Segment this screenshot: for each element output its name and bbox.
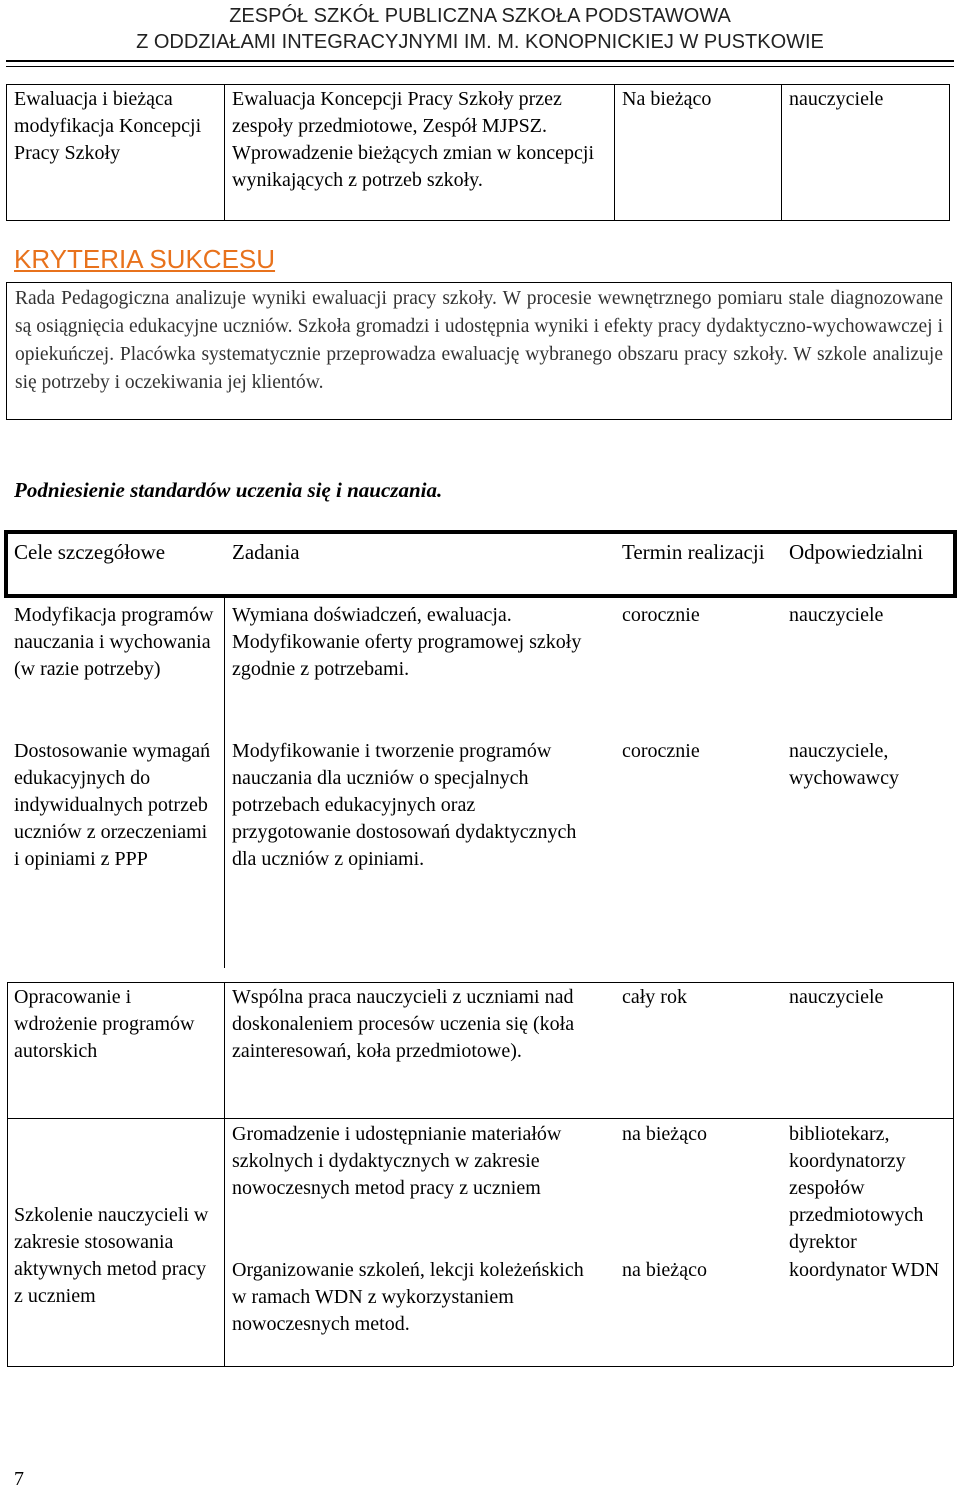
top-row-term: Na bieżąco	[622, 88, 712, 110]
row-divider	[7, 1118, 953, 1119]
section-title: Podniesienie standardów uczenia się i nauczania.	[14, 478, 443, 502]
table-row-3-term: cały rok	[622, 986, 687, 1008]
th-termin: Termin realizacji	[622, 540, 765, 564]
table-row-4-task-b: Organizowanie szkoleń, lekcji koleżeńskich w ramach WDN z wykorzystaniem nowoczesnych metod.	[232, 1259, 584, 1335]
top-row-goal: Ewaluacja i bieżąca modyfikacja Koncepcji Pracy Szkoły	[14, 88, 202, 164]
th-odpowiedzialni: Odpowiedzialni	[789, 540, 924, 564]
table-row-2-goal: Dostosowanie wymagań edukacyjnych do indywidualnych potrzeb uczniów z orzeczeniami i opiniami z PPP	[14, 740, 211, 870]
table-row-4-goal: Szkolenie nauczycieli w zakresie stosowania aktywnych metod pracy z uczniem	[14, 1204, 209, 1307]
table-row-4-term-a: na bieżąco	[622, 1123, 707, 1145]
table-row-4-task-a: Gromadzenie i udostępnianie materiałów szkolnych i dydaktycznych w zakresie nowoczesnych metod pracy z uczniem	[232, 1123, 562, 1199]
kryteria-title: KRYTERIA SUKCESU	[14, 244, 276, 274]
header-line-1: ZESPÓŁ SZKÓŁ PUBLICZNA SZKOŁA PODSTAWOWA	[229, 5, 731, 27]
top-row-task: Ewaluacja Koncepcji Pracy Szkoły przez zespoły przedmiotowe, Zespół MJPSZ. Wprowadzenie bieżących zmian w koncepcji wynikających z potrzeb szkoły.	[232, 88, 595, 191]
table-row-1-term: corocznie	[622, 604, 700, 626]
table-row-3-goal: Opracowanie i wdrożenie programów autorskich	[14, 986, 195, 1062]
table-row-2-term: corocznie	[622, 740, 700, 762]
table-right-edge	[953, 982, 954, 1366]
table-row-4-responsible-b: koordynator WDN	[789, 1259, 940, 1281]
top-row-responsible: nauczyciele	[789, 88, 884, 110]
header-rule	[6, 60, 954, 62]
header-rule-thin	[6, 66, 954, 67]
page-number: 7	[14, 1468, 24, 1490]
table-row-1-goal: Modyfikacja programów nauczania i wychowania (w razie potrzeby)	[14, 604, 214, 680]
table-row-4-term-b: na bieżąco	[622, 1259, 707, 1281]
table-row-2-responsible: nauczyciele, wychowawcy	[789, 740, 899, 789]
th-cele: Cele szczegółowe	[14, 540, 166, 564]
kryteria-text: Rada Pedagogiczna analizuje wyniki ewaluacji pracy szkoły. W procesie wewnętrznego pomiaru stale diagnozowane są osiągnięcia edukacyjne uczniów. Szkoła gromadzi i udostępnia wyniki i efekty pracy dydaktyczno-wychowawczej i opiekuńczej. Placówka systematycznie przeprowadza ewaluację wybranego obszaru pracy szkoły. W szkole analizuje się potrzeby i oczekiwania jej klientów.	[6, 282, 952, 420]
table-bottom-edge	[7, 1366, 953, 1367]
table-row-3-responsible: nauczyciele	[789, 986, 884, 1008]
th-zadania: Zadania	[232, 540, 300, 564]
row-divider	[7, 982, 953, 983]
table-row-1-responsible: nauczyciele	[789, 604, 884, 626]
table-row-2-task: Modyfikowanie i tworzenie programów nauczania dla uczniów o specjalnych potrzebach edukacyjnych oraz przygotowanie dostosowań dydaktycznych dla uczniów z opiniami.	[232, 740, 577, 870]
header-line-2: Z ODDZIAŁAMI INTEGRACYJNYMI IM. M. KONOPNICKIEJ W PUSTKOWIE	[136, 31, 824, 53]
table-row-4-responsible-a: bibliotekarz, koordynatorzy zespołów przedmiotowych dyrektor	[789, 1123, 924, 1253]
table-row-1-task: Wymiana doświadczeń, ewaluacja. Modyfikowanie oferty programowej szkoły zgodnie z potrzebami.	[232, 604, 582, 680]
table-row-3-task: Wspólna praca nauczycieli z uczniami nad doskonaleniem procesów uczenia się (koła zainteresowań, koła przedmiotowe).	[232, 986, 575, 1062]
